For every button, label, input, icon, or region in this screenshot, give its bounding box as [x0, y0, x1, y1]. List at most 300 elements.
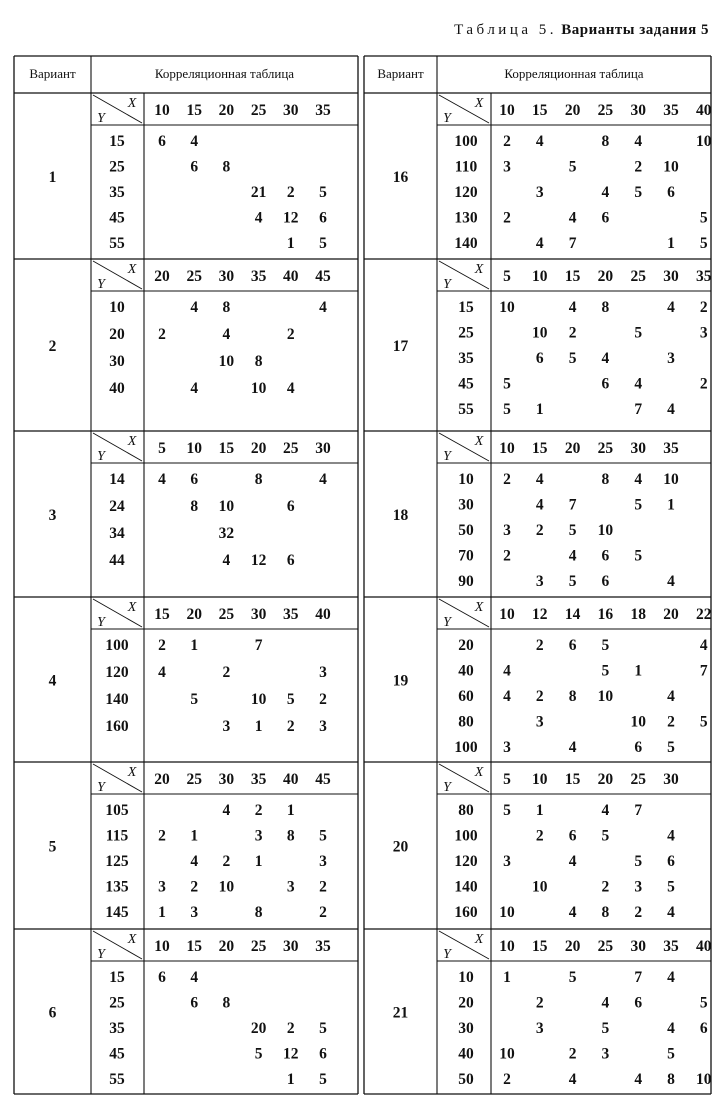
frequency-cell: 5 [503, 401, 511, 418]
frequency-cell: 4 [158, 471, 166, 488]
frequency-cell: 6 [634, 994, 643, 1012]
frequency-cell: 6 [601, 573, 610, 590]
frequency-cell: 3 [254, 827, 263, 845]
y-axis-label: Y [443, 449, 451, 464]
frequency-cell: 3 [503, 853, 511, 870]
y-value: 45 [458, 375, 474, 393]
x-value: 30 [218, 771, 235, 788]
frequency-cell: 2 [667, 713, 675, 731]
x-value: 10 [499, 606, 515, 623]
frequency-cell: 8 [254, 353, 263, 370]
x-axis-label: X [474, 262, 484, 277]
frequency-cell: 4 [667, 1020, 675, 1037]
y-value: 25 [109, 994, 125, 1012]
frequency-cell: 4 [535, 496, 544, 514]
y-value: 100 [105, 637, 129, 654]
x-axis-label: X [474, 765, 484, 780]
y-value: 110 [454, 158, 478, 176]
frequency-cell: 3 [319, 664, 327, 681]
y-value: 90 [458, 573, 474, 590]
x-value: 12 [532, 606, 548, 623]
frequency-cell: 6 [190, 158, 199, 176]
frequency-cell: 4 [568, 904, 577, 921]
x-value: 10 [532, 771, 548, 788]
x-value: 35 [250, 771, 267, 788]
x-value: 15 [564, 268, 581, 285]
variant-number: 21 [392, 1004, 409, 1022]
frequency-cell: 5 [699, 235, 708, 252]
variant-number: 5 [48, 838, 57, 856]
x-value: 30 [630, 102, 646, 119]
x-value: 30 [315, 440, 331, 457]
variant-number: 3 [48, 507, 57, 524]
correlation-table-header: Корреляционная таблица [154, 66, 295, 81]
y-value: 140 [454, 878, 478, 896]
frequency-cell: 2 [222, 853, 231, 870]
y-value: 45 [109, 1045, 125, 1063]
x-axis-label: X [474, 932, 484, 947]
y-axis-label: Y [443, 111, 451, 126]
x-value: 15 [532, 102, 548, 119]
frequency-cell: 10 [663, 158, 679, 176]
frequency-cell: 8 [286, 827, 295, 845]
frequency-cell: 5 [634, 496, 643, 514]
x-value: 5 [503, 771, 511, 788]
frequency-cell: 6 [568, 827, 577, 845]
y-value: 55 [109, 235, 125, 252]
x-value: 30 [630, 440, 646, 457]
y-value: 100 [454, 739, 478, 756]
x-value: 30 [250, 606, 267, 623]
frequency-cell: 6 [190, 994, 199, 1012]
frequency-cell: 5 [634, 184, 643, 201]
y-value: 50 [458, 522, 474, 539]
frequency-cell: 1 [158, 904, 166, 921]
x-value: 20 [564, 440, 581, 457]
y-axis-label: Y [97, 947, 105, 962]
frequency-cell: 5 [286, 691, 295, 708]
y-value: 130 [454, 209, 478, 227]
x-value: 35 [250, 268, 267, 285]
correlation-table-header: Корреляционная таблица [504, 66, 644, 81]
caption-title: Варианты задания 5 [561, 22, 709, 38]
frequency-cell: 3 [535, 713, 544, 731]
frequency-cell: 2 [286, 1020, 295, 1037]
frequency-cell: 7 [568, 496, 577, 514]
variant-number: 18 [392, 507, 409, 524]
frequency-cell: 3 [503, 739, 511, 756]
frequency-cell: 8 [254, 471, 263, 488]
x-value: 20 [218, 938, 235, 955]
frequency-cell: 4 [667, 904, 675, 921]
frequency-cell: 4 [158, 664, 166, 681]
y-value: 15 [458, 299, 474, 316]
y-value: 135 [105, 878, 129, 896]
y-axis-label: Y [443, 615, 451, 630]
frequency-cell: 7 [568, 235, 577, 252]
frequency-cell: 2 [222, 664, 231, 681]
y-value: 20 [458, 994, 474, 1012]
x-value: 25 [597, 938, 614, 955]
y-axis-label: Y [97, 615, 105, 630]
y-value: 24 [109, 498, 125, 515]
frequency-cell: 3 [319, 853, 327, 870]
frequency-cell: 1 [667, 235, 675, 252]
frequency-cell: 4 [601, 350, 610, 367]
frequency-cell: 10 [250, 691, 267, 708]
y-value: 10 [109, 299, 125, 316]
frequency-cell: 3 [634, 878, 643, 896]
x-axis-label: X [127, 96, 137, 111]
x-value: 30 [630, 938, 646, 955]
y-value: 15 [109, 969, 125, 986]
frequency-cell: 2 [699, 299, 708, 316]
variant-column-header: Вариант [29, 66, 76, 81]
variant-number: 16 [392, 169, 409, 186]
frequency-cell: 4 [667, 969, 675, 986]
frequency-cell: 6 [568, 637, 577, 654]
frequency-cell: 5 [667, 739, 675, 756]
frequency-cell: 3 [503, 158, 511, 176]
frequency-cell: 4 [699, 637, 708, 654]
frequency-cell: 8 [601, 133, 610, 150]
frequency-cell: 5 [634, 324, 643, 342]
x-value: 10 [154, 102, 170, 119]
x-value: 20 [154, 268, 170, 285]
x-value: 20 [154, 771, 170, 788]
frequency-cell: 5 [568, 522, 577, 539]
x-value: 25 [283, 440, 299, 457]
y-value: 120 [105, 664, 129, 681]
frequency-cell: 2 [158, 637, 166, 654]
y-value: 15 [109, 133, 125, 150]
x-value: 14 [564, 606, 581, 623]
frequency-cell: 4 [667, 827, 675, 845]
frequency-cell: 2 [286, 184, 295, 201]
x-value: 40 [283, 771, 299, 788]
x-axis-label: X [127, 765, 137, 780]
x-axis-label: X [474, 434, 484, 449]
y-value: 50 [458, 1071, 474, 1088]
frequency-cell: 10 [218, 353, 235, 370]
frequency-cell: 5 [601, 827, 610, 845]
frequency-cell: 4 [568, 299, 577, 316]
frequency-cell: 4 [568, 853, 577, 870]
variant-number: 19 [392, 672, 409, 690]
frequency-cell: 12 [283, 209, 299, 227]
frequency-cell: 1 [634, 662, 643, 680]
frequency-cell: 5 [319, 827, 327, 845]
frequency-cell: 4 [535, 235, 544, 252]
x-value: 10 [532, 268, 548, 285]
x-value: 35 [663, 440, 679, 457]
y-axis-label: Y [97, 780, 105, 795]
frequency-cell: 3 [319, 718, 327, 735]
frequency-cell: 8 [601, 904, 610, 921]
frequency-cell: 6 [319, 1045, 327, 1063]
frequency-cell: 5 [568, 969, 577, 986]
x-value: 16 [597, 606, 614, 623]
frequency-cell: 4 [286, 380, 295, 397]
y-value: 120 [454, 184, 478, 201]
x-axis-label: X [127, 600, 137, 615]
frequency-cell: 2 [535, 637, 544, 654]
variant-number: 2 [48, 338, 57, 355]
y-axis-label: Y [443, 947, 451, 962]
frequency-cell: 12 [283, 1045, 299, 1063]
frequency-cell: 2 [535, 522, 544, 539]
frequency-cell: 5 [601, 637, 610, 654]
frequency-cell: 5 [503, 375, 511, 393]
y-value: 100 [454, 133, 478, 150]
x-value: 30 [218, 268, 235, 285]
frequency-cell: 2 [535, 688, 544, 705]
frequency-cell: 4 [667, 573, 675, 590]
y-value: 40 [458, 1045, 474, 1063]
frequency-cell: 4 [190, 299, 199, 316]
frequency-cell: 4 [634, 133, 643, 150]
frequency-cell: 3 [601, 1045, 610, 1063]
frequency-cell: 2 [503, 133, 511, 150]
frequency-cell: 1 [535, 401, 544, 418]
y-value: 70 [458, 547, 474, 565]
frequency-cell: 5 [699, 713, 708, 731]
frequency-cell: 8 [667, 1071, 675, 1088]
frequency-cell: 4 [634, 375, 643, 393]
y-value: 145 [105, 904, 129, 921]
frequency-cell: 1 [190, 637, 199, 654]
frequency-cell: 5 [699, 994, 708, 1012]
frequency-cell: 2 [319, 691, 327, 708]
frequency-cell: 6 [190, 471, 199, 488]
frequency-cell: 2 [286, 718, 295, 735]
frequency-cell: 4 [667, 299, 675, 316]
frequency-cell: 1 [286, 1071, 295, 1088]
frequency-cell: 5 [667, 878, 675, 896]
frequency-cell: 20 [250, 1020, 267, 1037]
frequency-cell: 1 [254, 853, 263, 870]
frequency-cell: 4 [667, 401, 675, 418]
x-value: 20 [564, 938, 581, 955]
frequency-cell: 5 [319, 184, 327, 201]
frequency-cell: 1 [254, 718, 263, 735]
x-value: 30 [283, 938, 299, 955]
y-axis-label: Y [97, 449, 105, 464]
frequency-cell: 5 [254, 1045, 263, 1063]
frequency-cell: 32 [218, 525, 235, 542]
frequency-cell: 10 [499, 904, 515, 921]
x-value: 15 [186, 102, 202, 119]
frequency-cell: 10 [532, 878, 548, 896]
x-value: 25 [250, 938, 267, 955]
x-value: 20 [250, 440, 267, 457]
variant-number: 17 [392, 338, 409, 355]
frequency-cell: 10 [499, 299, 515, 316]
frequency-cell: 5 [634, 853, 643, 870]
frequency-cell: 5 [319, 1071, 327, 1088]
frequency-cell: 4 [222, 802, 231, 819]
x-value: 15 [154, 606, 170, 623]
x-value: 45 [315, 771, 331, 788]
frequency-cell: 3 [535, 1020, 544, 1037]
frequency-cell: 7 [634, 969, 643, 986]
frequency-cell: 4 [667, 688, 675, 705]
x-value: 40 [696, 102, 712, 119]
frequency-cell: 6 [601, 375, 610, 393]
x-value: 22 [696, 606, 712, 623]
frequency-cell: 3 [286, 878, 295, 896]
frequency-cell: 10 [597, 688, 614, 705]
frequency-cell: 7 [634, 401, 643, 418]
y-value: 10 [458, 969, 474, 986]
frequency-cell: 2 [634, 904, 643, 921]
frequency-cell: 4 [601, 994, 610, 1012]
frequency-cell: 4 [568, 1071, 577, 1088]
frequency-cell: 3 [535, 573, 544, 590]
x-value: 10 [499, 440, 515, 457]
y-value: 30 [458, 1020, 474, 1037]
frequency-cell: 3 [222, 718, 231, 735]
x-value: 15 [532, 938, 548, 955]
y-value: 45 [109, 209, 125, 227]
x-value: 25 [597, 102, 614, 119]
frequency-cell: 4 [319, 471, 327, 488]
frequency-cell: 2 [254, 802, 263, 819]
frequency-cell: 6 [319, 209, 327, 227]
frequency-cell: 2 [535, 827, 544, 845]
x-value: 40 [696, 938, 712, 955]
frequency-cell: 3 [503, 522, 511, 539]
frequency-cell: 4 [503, 662, 511, 680]
frequency-cell: 4 [254, 209, 263, 227]
y-value: 160 [105, 718, 129, 735]
x-value: 5 [158, 440, 166, 457]
y-value: 125 [105, 853, 129, 870]
y-value: 10 [458, 471, 474, 488]
frequency-cell: 2 [319, 904, 327, 921]
y-value: 40 [458, 662, 474, 680]
frequency-cell: 2 [568, 324, 577, 342]
y-value: 25 [458, 324, 474, 342]
frequency-cell: 2 [158, 827, 166, 845]
frequency-cell: 4 [190, 133, 199, 150]
frequency-cell: 2 [634, 158, 643, 176]
x-value: 20 [597, 268, 614, 285]
frequency-cell: 4 [568, 739, 577, 756]
frequency-cell: 5 [568, 158, 577, 176]
frequency-cell: 8 [190, 498, 199, 515]
y-value: 20 [458, 637, 474, 654]
variant-number: 4 [48, 672, 57, 690]
frequency-cell: 10 [630, 713, 646, 731]
frequency-cell: 10 [663, 471, 679, 488]
frequency-cell: 2 [601, 878, 610, 896]
y-value: 35 [458, 350, 474, 367]
x-value: 20 [218, 102, 235, 119]
frequency-cell: 5 [601, 662, 610, 680]
y-value: 140 [454, 235, 478, 252]
frequency-cell: 4 [535, 133, 544, 150]
x-value: 10 [499, 102, 515, 119]
frequency-cell: 4 [601, 802, 610, 819]
frequency-cell: 4 [535, 471, 544, 488]
frequency-cell: 2 [158, 326, 166, 343]
x-value: 15 [564, 771, 581, 788]
frequency-cell: 2 [503, 209, 511, 227]
frequency-cell: 1 [535, 802, 544, 819]
frequency-cell: 10 [597, 522, 614, 539]
x-value: 30 [663, 771, 679, 788]
frequency-cell: 5 [634, 547, 643, 565]
x-axis-label: X [474, 600, 484, 615]
frequency-cell: 4 [190, 969, 199, 986]
frequency-cell: 6 [286, 552, 295, 569]
x-value: 35 [315, 102, 331, 119]
x-axis-label: X [127, 434, 137, 449]
frequency-cell: 2 [535, 994, 544, 1012]
frequency-cell: 5 [699, 209, 708, 227]
x-value: 15 [186, 938, 202, 955]
y-value: 120 [454, 853, 478, 870]
frequency-cell: 6 [601, 547, 610, 565]
frequency-cell: 3 [667, 350, 675, 367]
y-value: 35 [109, 1020, 125, 1037]
frequency-cell: 3 [190, 904, 199, 921]
frequency-cell: 1 [190, 827, 199, 845]
variant-number: 20 [392, 838, 409, 856]
frequency-cell: 5 [319, 235, 327, 252]
frequency-cell: 2 [503, 1071, 511, 1088]
y-axis-label: Y [97, 277, 105, 292]
x-value: 35 [663, 938, 679, 955]
frequency-cell: 5 [319, 1020, 327, 1037]
frequency-cell: 4 [601, 184, 610, 201]
x-value: 40 [283, 268, 299, 285]
frequency-cell: 8 [568, 688, 577, 705]
x-value: 10 [154, 938, 170, 955]
frequency-cell: 3 [699, 324, 708, 342]
frequency-cell: 4 [568, 547, 577, 565]
y-value: 30 [109, 353, 125, 370]
x-value: 25 [630, 771, 646, 788]
x-value: 30 [663, 268, 679, 285]
y-value: 60 [458, 688, 474, 705]
frequency-cell: 21 [250, 184, 267, 201]
y-value: 44 [109, 552, 125, 569]
frequency-cell: 10 [250, 380, 267, 397]
frequency-cell: 1 [667, 496, 675, 514]
frequency-cell: 4 [222, 552, 231, 569]
frequency-cell: 2 [286, 326, 295, 343]
x-value: 5 [503, 268, 511, 285]
x-value: 35 [663, 102, 679, 119]
x-value: 45 [315, 268, 331, 285]
x-value: 20 [564, 102, 581, 119]
x-value: 10 [186, 440, 202, 457]
frequency-cell: 1 [286, 802, 295, 819]
frequency-cell: 5 [503, 802, 511, 819]
x-value: 20 [186, 606, 202, 623]
x-value: 25 [218, 606, 235, 623]
y-value: 140 [105, 691, 129, 708]
frequency-cell: 4 [634, 471, 643, 488]
frequency-cell: 8 [222, 994, 231, 1012]
frequency-cell: 4 [222, 326, 231, 343]
y-value: 80 [458, 802, 474, 819]
frequency-cell: 5 [568, 573, 577, 590]
frequency-cell: 3 [158, 878, 166, 896]
y-value: 100 [454, 827, 478, 845]
